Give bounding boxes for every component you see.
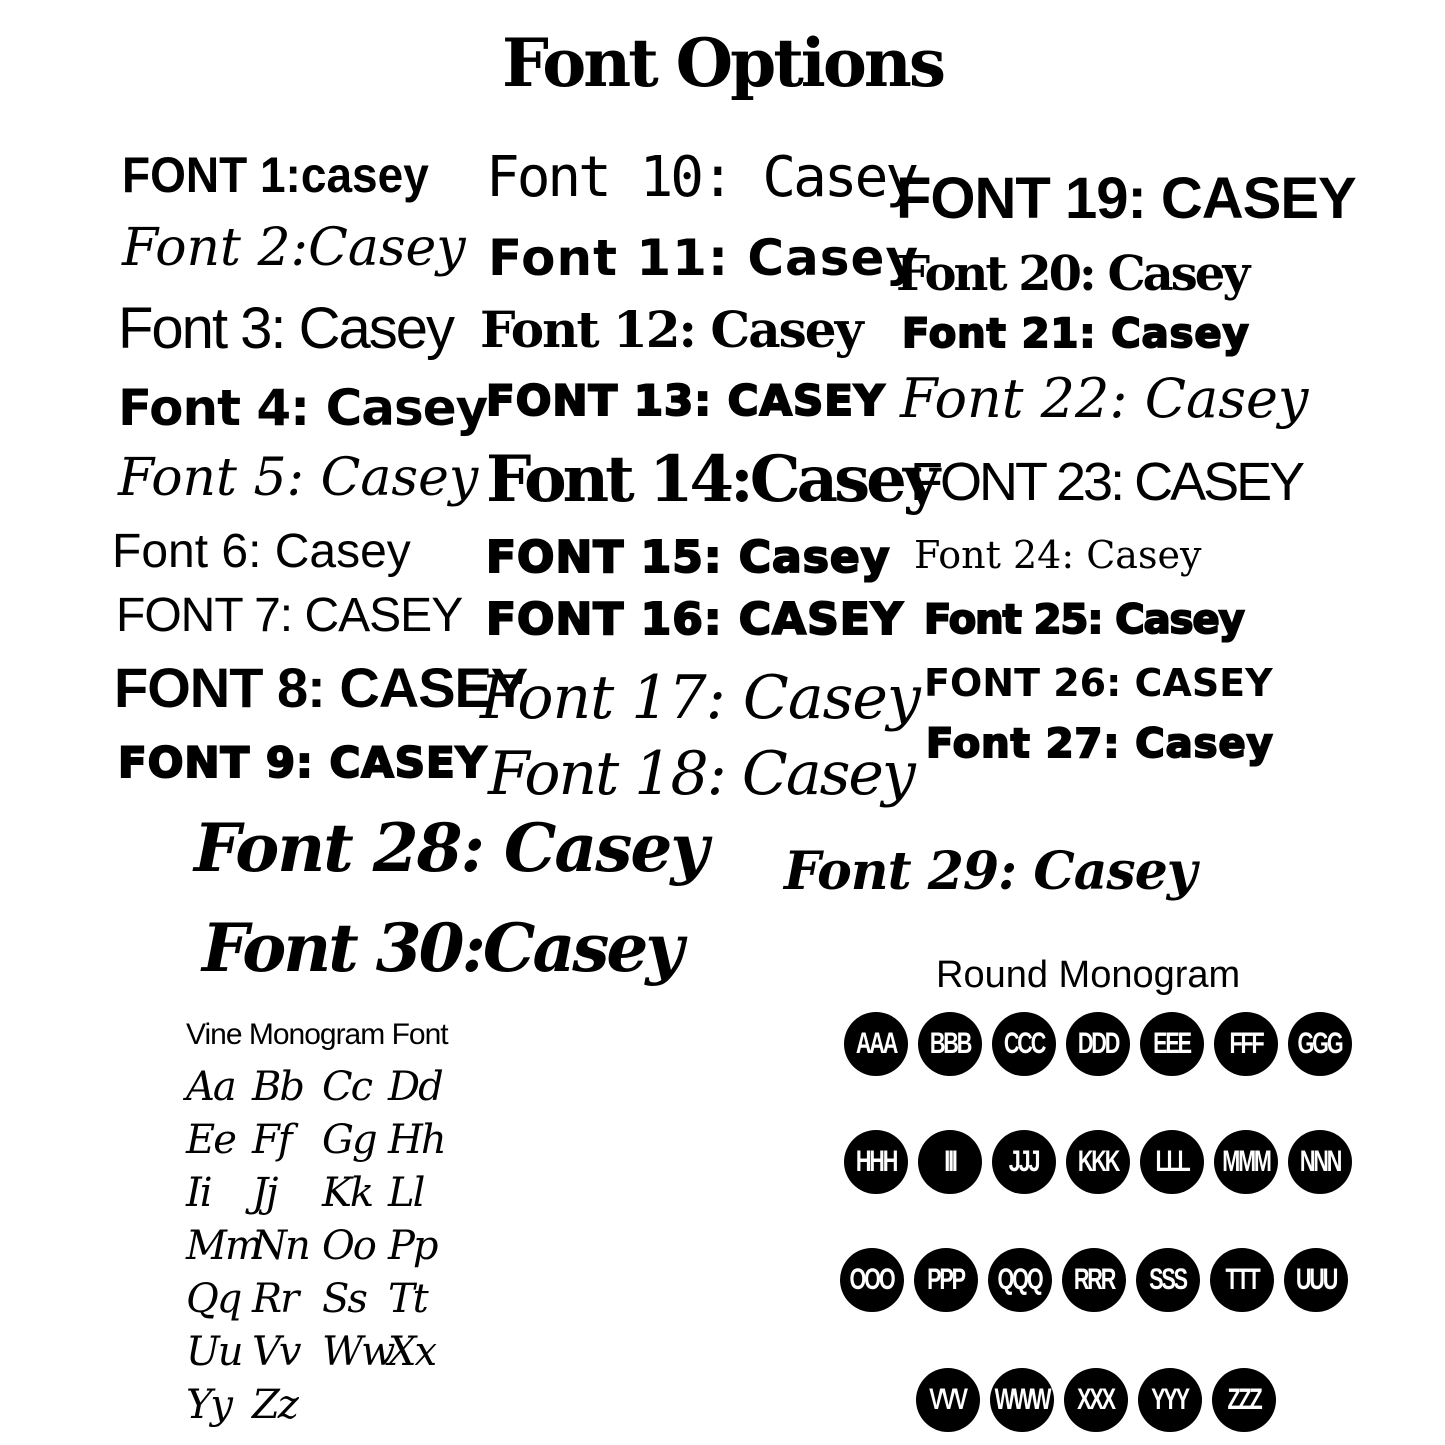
- round-monogram-letters: JJJ: [1009, 1145, 1039, 1178]
- round-monogram-letters: PPP: [927, 1263, 965, 1296]
- page-title: Font Options: [501, 24, 944, 102]
- round-monogram-letters: OOO: [850, 1263, 894, 1296]
- font-sample-29: Font 29: Casey: [784, 841, 1197, 902]
- round-monogram-item: [1066, 1012, 1130, 1076]
- vine-monogram-pair: Ww: [322, 1329, 394, 1375]
- vine-monogram-pair: Vv: [252, 1329, 300, 1375]
- round-monogram-item: [840, 1248, 904, 1312]
- font-sample-8: FONT 8: CASEY: [114, 656, 528, 719]
- vine-monogram-pair: Jj: [252, 1170, 277, 1216]
- vine-monogram-pair: Tt: [388, 1276, 427, 1322]
- font-sample-13: FONT 13: CASEY: [486, 376, 886, 425]
- round-monogram-letters: HHH: [855, 1145, 897, 1178]
- round-monogram-item: [1288, 1130, 1352, 1194]
- round-monogram-letters: WWW: [994, 1383, 1050, 1416]
- vine-monogram-title: Vine Monogram Font: [186, 1018, 448, 1051]
- font-sample-23: FONT 23: CASEY: [910, 452, 1303, 512]
- round-monogram-letters: UUU: [1295, 1263, 1337, 1296]
- round-monogram-item: [1214, 1012, 1278, 1076]
- round-monogram-item: [1140, 1012, 1204, 1076]
- font-sample-15: FONT 15: Casey: [486, 532, 891, 583]
- vine-monogram-pair: Nn: [252, 1223, 309, 1269]
- font-sample-25: Font 25: Casey: [924, 597, 1244, 643]
- round-monogram-letters: AAA: [855, 1027, 897, 1060]
- vine-monogram-pair: Pp: [388, 1223, 437, 1269]
- round-monogram-item: [1214, 1130, 1278, 1194]
- round-monogram-item: [1284, 1248, 1348, 1312]
- vine-monogram-pair: Gg: [322, 1117, 376, 1163]
- round-monogram-item: [988, 1248, 1052, 1312]
- round-monogram-item: [844, 1130, 908, 1194]
- round-monogram-letters: KKK: [1077, 1145, 1119, 1178]
- vine-monogram-pair: Ff: [252, 1117, 291, 1163]
- font-sample-5: Font 5: Casey: [118, 448, 479, 508]
- vine-monogram-pair: Ii: [186, 1170, 211, 1216]
- vine-monogram-pair: Ll: [388, 1170, 424, 1216]
- round-monogram-item: [1062, 1248, 1126, 1312]
- vine-monogram-pair: Cc: [322, 1064, 372, 1110]
- vine-monogram-pair: Oo: [322, 1223, 375, 1269]
- vine-monogram-pair: Hh: [388, 1117, 445, 1163]
- round-monogram-letters: QQQ: [998, 1263, 1042, 1296]
- round-monogram-item: [1212, 1368, 1276, 1432]
- font-sample-28: Font 28: Casey: [194, 809, 707, 887]
- font-sample-21: Font 21: Casey: [902, 311, 1250, 357]
- font-sample-17: Font 17: Casey: [480, 663, 920, 733]
- vine-monogram-pair: Ss: [322, 1276, 366, 1322]
- font-sample-11: Font 11: Casey: [488, 229, 920, 287]
- round-monogram-letters: XXX: [1077, 1383, 1115, 1416]
- round-monogram-letters: VVV: [929, 1383, 967, 1416]
- round-monogram-letters: MMM: [1222, 1145, 1270, 1178]
- font-sample-12: Font 12: Casey: [480, 300, 862, 359]
- round-monogram-letters: GGG: [1298, 1027, 1342, 1060]
- round-monogram-item: [1210, 1248, 1274, 1312]
- vine-monogram-pair: Bb: [252, 1064, 303, 1110]
- vine-monogram-pair: Qq: [186, 1276, 241, 1322]
- round-monogram-item: [844, 1012, 908, 1076]
- font-sample-19: FONT 19: CASEY: [896, 166, 1356, 231]
- round-monogram-item: [918, 1130, 982, 1194]
- round-monogram-letters: RRR: [1073, 1263, 1115, 1296]
- font-sample-27: Font 27: Casey: [926, 721, 1274, 767]
- round-monogram-title: Round Monogram: [936, 954, 1241, 996]
- font-sample-16: FONT 16: CASEY: [486, 594, 904, 645]
- round-monogram-item: [1136, 1248, 1200, 1312]
- round-monogram-letters: FFF: [1229, 1027, 1263, 1060]
- font-sample-14: Font 14:Casey: [486, 442, 937, 517]
- font-sample-6: Font 6: Casey: [112, 525, 411, 578]
- vine-monogram-pair: Dd: [388, 1064, 442, 1110]
- font-sample-4: Font 4: Casey: [118, 379, 488, 437]
- round-monogram-letters: YYY: [1151, 1383, 1189, 1416]
- vine-monogram-pair: Yy: [186, 1382, 232, 1428]
- font-sample-26: FONT 26: CASEY: [924, 661, 1273, 705]
- round-monogram-letters: EEE: [1153, 1027, 1191, 1060]
- vine-monogram-pair: Mm: [186, 1223, 261, 1269]
- font-sample-7: FONT 7: CASEY: [116, 589, 463, 642]
- round-monogram-letters: DDD: [1077, 1027, 1119, 1060]
- round-monogram-item: [992, 1012, 1056, 1076]
- round-monogram-letters: III: [944, 1145, 956, 1178]
- font-sample-24: Font 24: Casey: [914, 533, 1202, 577]
- round-monogram-letters: ZZZ: [1227, 1383, 1261, 1416]
- round-monogram-letters: LLL: [1155, 1145, 1189, 1178]
- round-monogram-item: [914, 1248, 978, 1312]
- font-sample-30: Font 30:Casey: [202, 909, 681, 987]
- vine-monogram-pair: Ee: [186, 1117, 235, 1163]
- round-monogram-item: [1288, 1012, 1352, 1076]
- round-monogram-letters: TTT: [1225, 1263, 1259, 1296]
- round-monogram-letters: BBB: [929, 1027, 971, 1060]
- vine-monogram-pair: Aa: [186, 1064, 235, 1110]
- round-monogram-item: [1066, 1130, 1130, 1194]
- font-sample-22: Font 22: Casey: [900, 367, 1309, 430]
- round-monogram-letters: NNN: [1299, 1145, 1341, 1178]
- round-monogram-item: [918, 1012, 982, 1076]
- round-monogram-item: [992, 1130, 1056, 1194]
- round-monogram-item: [990, 1368, 1054, 1432]
- font-sample-3: Font 3: Casey: [118, 296, 454, 361]
- vine-monogram-pair: Xx: [388, 1329, 436, 1375]
- font-sample-18: Font 18: Casey: [488, 739, 914, 809]
- round-monogram-item: [1138, 1368, 1202, 1432]
- font-sample-1: FONT 1:casey: [122, 147, 429, 203]
- vine-monogram-pair: Rr: [252, 1276, 298, 1322]
- round-monogram-letters: SSS: [1149, 1263, 1187, 1296]
- vine-monogram-pair: Zz: [252, 1382, 297, 1428]
- font-sample-9: FONT 9: CASEY: [118, 738, 488, 787]
- font-sample-20: Font 20: Casey: [896, 246, 1248, 302]
- round-monogram-item: [1140, 1130, 1204, 1194]
- round-monogram-item: [916, 1368, 980, 1432]
- round-monogram-item: [1064, 1368, 1128, 1432]
- round-monogram-letters: CCC: [1003, 1027, 1045, 1060]
- font-sample-2: Font 2:Casey: [122, 218, 466, 278]
- vine-monogram-pair: Uu: [186, 1329, 242, 1375]
- font-sample-10: Font 10: Casey: [486, 145, 917, 210]
- vine-monogram-pair: Kk: [322, 1170, 373, 1216]
